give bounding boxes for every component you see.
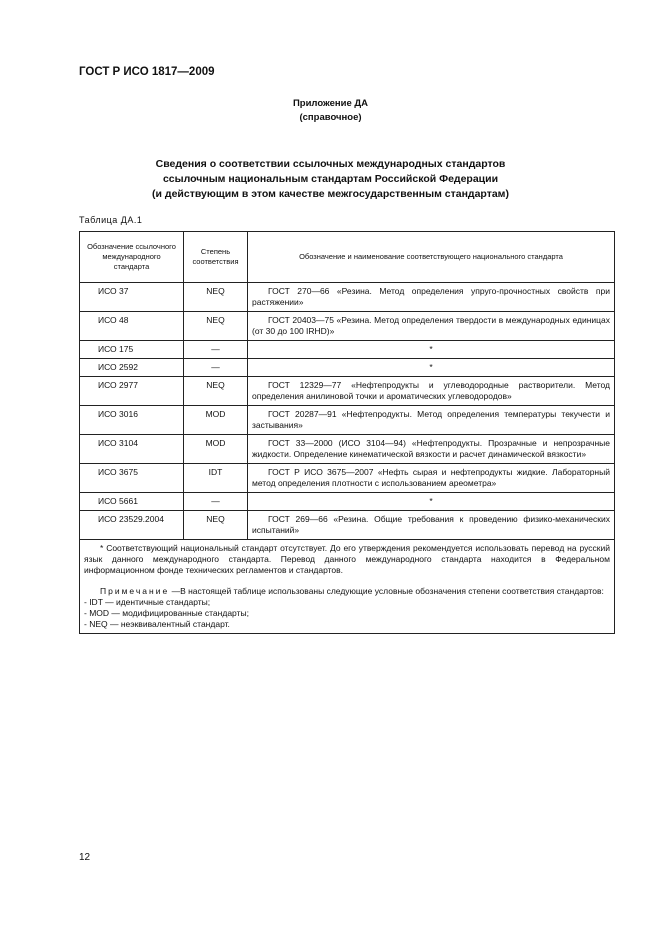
national-text: ГОСТ 269—66 «Резина. Общие требования к проведению физико-механических испытаний» xyxy=(252,514,610,535)
degree-cell: — xyxy=(184,359,248,377)
iso-cell: ИСО 3104 xyxy=(80,435,184,464)
national-text: ГОСТ 20287—91 «Нефтепродукты. Метод определения температуры текучести и застывания» xyxy=(252,409,610,430)
table-row xyxy=(80,312,615,341)
note-item: - IDT — идентичные стандарты; xyxy=(84,597,211,607)
degree-cell: NEQ xyxy=(184,377,248,406)
iso-cell: ИСО 3016 xyxy=(80,406,184,435)
degree-cell: NEQ xyxy=(184,283,248,312)
note-label: Примечание xyxy=(100,586,170,596)
note xyxy=(84,586,610,597)
table-row xyxy=(80,341,615,359)
page-number: 12 xyxy=(79,852,91,863)
iso-cell: ИСО 5661 xyxy=(80,493,184,511)
appendix-type: (справочное) xyxy=(299,112,362,123)
national-cell xyxy=(248,312,615,341)
national-cell xyxy=(248,511,615,540)
national-text: ГОСТ 20403—75 «Резина. Метод определения твердости в международных единицах (от 30 до 100 IRHD)» xyxy=(252,315,610,336)
iso-cell: ИСО 2977 xyxy=(80,377,184,406)
degree-cell: NEQ xyxy=(184,511,248,540)
degree-cell: IDT xyxy=(184,464,248,493)
national-cell xyxy=(248,406,615,435)
footnote xyxy=(84,543,610,576)
table-row xyxy=(80,435,615,464)
document-code: ГОСТ Р ИСО 1817—2009 xyxy=(79,66,215,78)
table-row xyxy=(80,406,615,435)
table-row xyxy=(80,493,615,511)
degree-cell: MOD xyxy=(184,406,248,435)
national-cell xyxy=(248,464,615,493)
table-header-row xyxy=(80,232,615,283)
national-cell xyxy=(248,283,615,312)
national-cell: * xyxy=(248,359,615,377)
national-text: ГОСТ 33—2000 (ИСО 3104—94) «Нефтепродукты. Прозрачные и непрозрачные жидкости. Определение кинематической вязкости и расчет динамической вязкости» xyxy=(252,438,610,459)
degree-cell: — xyxy=(184,341,248,359)
iso-cell: ИСО 175 xyxy=(80,341,184,359)
note-item: - MOD — модифицированные стандарты; xyxy=(84,608,249,618)
national-cell xyxy=(248,377,615,406)
header-degree: Степень соответствия xyxy=(184,232,248,283)
table-notes-row xyxy=(80,540,615,634)
table-row xyxy=(80,511,615,540)
header-international-standard: Обозначение ссылочного международного стандарта xyxy=(80,232,184,283)
section-title-line-3: (и действующим в этом качестве межгосударственным стандартам) xyxy=(152,188,509,200)
table-row xyxy=(80,359,615,377)
iso-cell: ИСО 2592 xyxy=(80,359,184,377)
national-text: ГОСТ 270—66 «Резина. Метод определения упруго-прочностных свойств при растяжении» xyxy=(252,286,610,307)
national-cell: * xyxy=(248,493,615,511)
section-title-line-1: Сведения о соответствии ссылочных международных стандартов xyxy=(155,158,506,170)
standards-table xyxy=(79,231,615,634)
iso-cell: ИСО 48 xyxy=(80,312,184,341)
table-row xyxy=(80,283,615,312)
notes-cell xyxy=(80,540,615,634)
note-text: —В настоящей таблице использованы следующие условные обозначения степени соответствия стандартов: xyxy=(171,586,604,596)
degree-cell: NEQ xyxy=(184,312,248,341)
table-row xyxy=(80,464,615,493)
table-caption: Таблица ДА.1 xyxy=(79,215,143,225)
table-row xyxy=(80,377,615,406)
footnote-text: * Соответствующий национальный стандарт отсутствует. До его утверждения рекомендуется использовать перевод на русский язык данного международного стандарта. Перевод данного международного стандарта находится в Федеральном информационном фонде технических регламентов и стандартов. xyxy=(84,543,610,575)
national-text: ГОСТ 12329—77 «Нефтепродукты и углеводородные растворители. Метод определения анилиновой точки и ароматических углеводородов» xyxy=(252,380,610,401)
degree-cell: — xyxy=(184,493,248,511)
iso-cell: ИСО 23529.2004 xyxy=(80,511,184,540)
degree-cell: MOD xyxy=(184,435,248,464)
national-cell: * xyxy=(248,341,615,359)
appendix-title: Приложение ДА xyxy=(292,98,369,109)
national-text: ГОСТ Р ИСО 3675—2007 «Нефть сырая и нефтепродукты жидкие. Лабораторный метод определения плотности с использованием ареометра» xyxy=(252,467,610,488)
iso-cell: ИСО 3675 xyxy=(80,464,184,493)
section-title-line-2: ссылочным национальным стандартам Российской Федерации xyxy=(162,173,499,185)
national-cell xyxy=(248,435,615,464)
note-item: - NEQ — неэквивалентный стандарт. xyxy=(84,619,230,629)
iso-cell: ИСО 37 xyxy=(80,283,184,312)
header-national-standard: Обозначение и наименование соответствующего национального стандарта xyxy=(248,232,615,283)
